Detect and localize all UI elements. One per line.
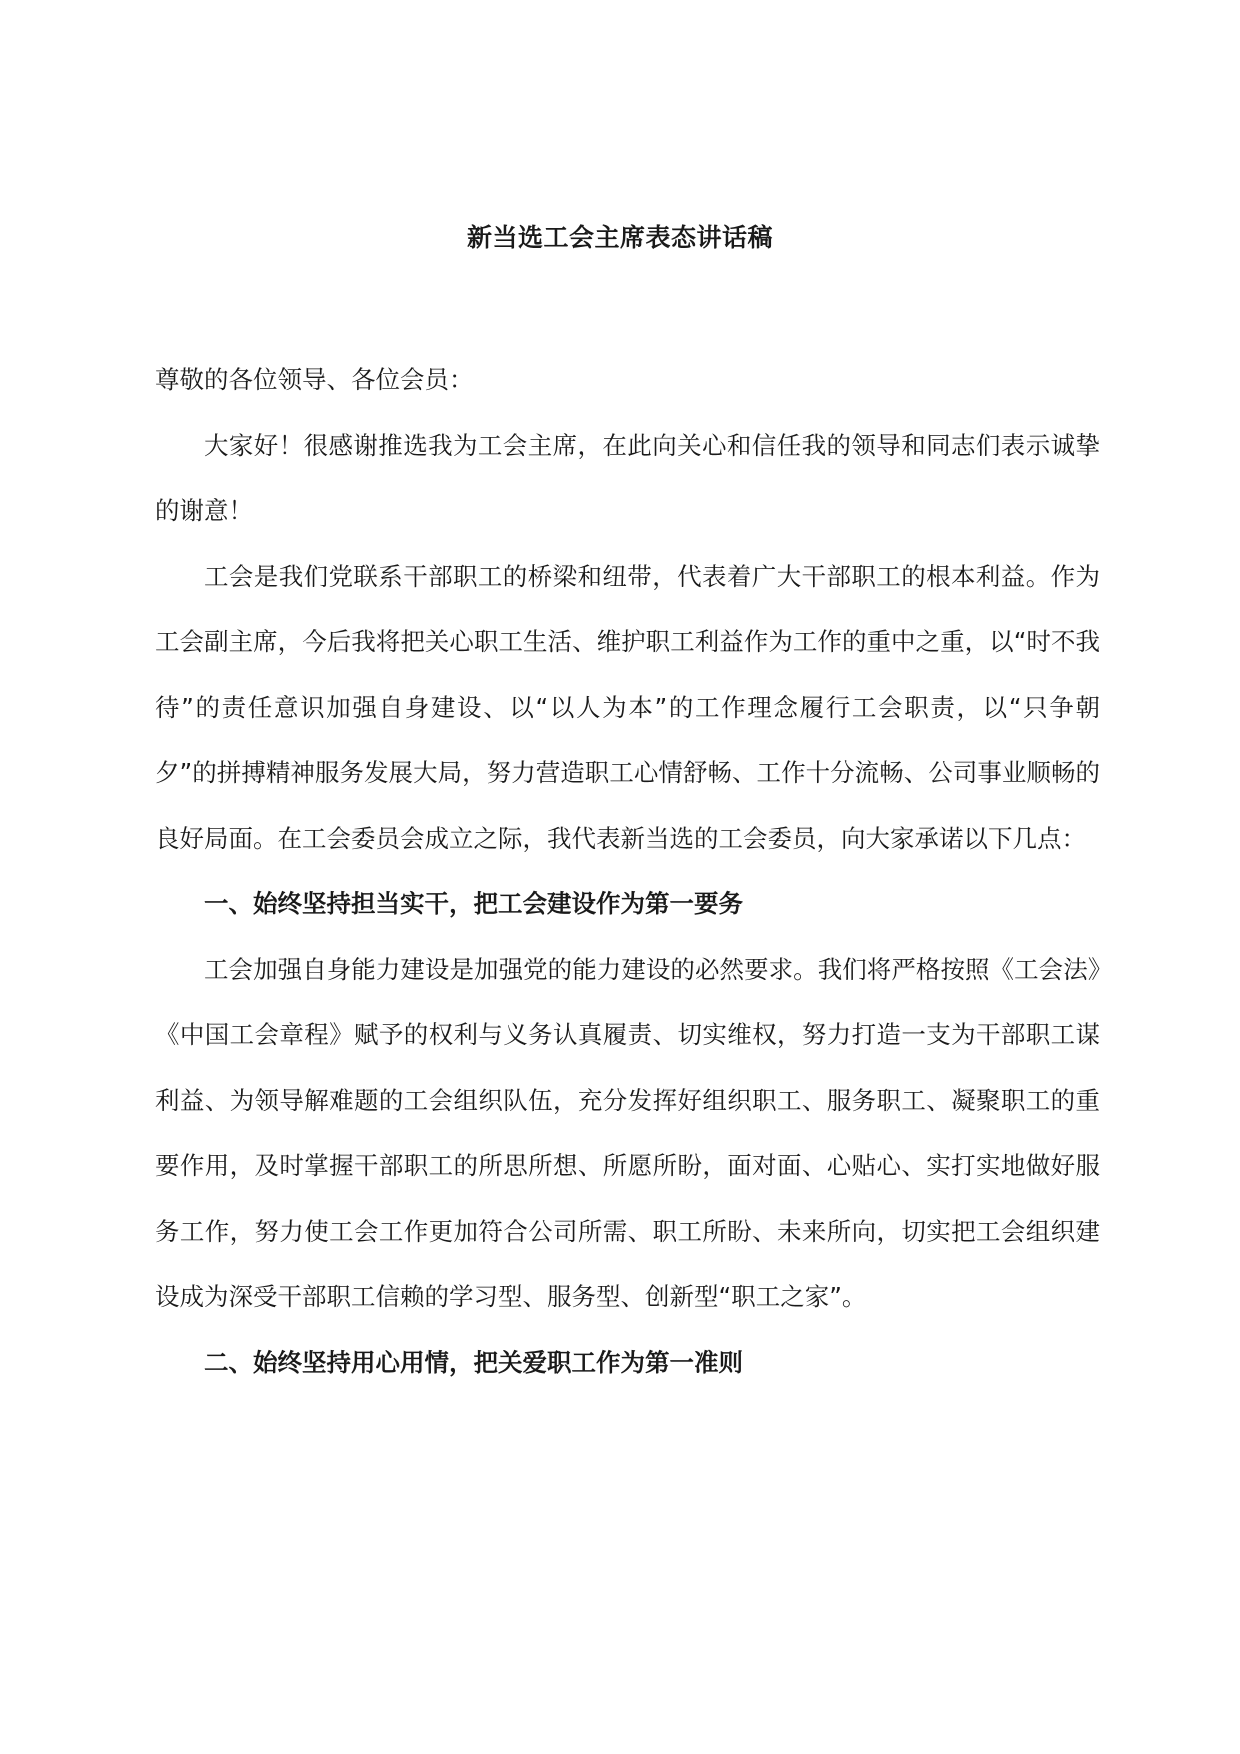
- paragraph-introduction: 工会是我们党联系干部职工的桥梁和纽带，代表着广大干部职工的根本利益。作为工会副主席，今后我将把关心职工生活、维护职工利益作为工作的重中之重，以“时不我待”的责任意识加强自身建设、以“以人为本”的工作理念履行工会职责，以“只争朝夕”的拼搏精神服务发展大局，努力营造职工心情舒畅、工作十分流畅、公司事业顺畅的良好局面。在工会委员会成立之际，我代表新当选的工会委员，向大家承诺以下几点：: [155, 561, 1100, 853]
- paragraph-greeting: 大家好！很感谢推选我为工会主席，在此向关心和信任我的领导和同志们表示诚挚的谢意！: [155, 430, 1100, 525]
- section-heading-2: 二、始终坚持用心用情，把关爱职工作为第一准则: [204, 1347, 743, 1377]
- section-heading-1: 一、始终坚持担当实干，把工会建设作为第一要务: [204, 889, 743, 918]
- salutation: 尊敬的各位领导、各位会员：: [155, 365, 474, 394]
- section-body-1: 工会加强自身能力建设是加强党的能力建设的必然要求。我们将严格按照《工会法》《中国工会章程》赋予的权利与义务认真履责、切实维权，努力打造一支为干部职工谋利益、为领导解难题的工会组织队伍，充分发挥好组织职工、服务职工、凝聚职工的重要作用，及时掌握干部职工的所思所想、所愿所盼，面对面、心贴心、实打实地做好服务工作，努力使工会工作更加符合公司所需、职工所盼、未来所向，切实把工会组织建设成为深受干部职工信赖的学习型、服务型、创新型“职工之家”。: [155, 954, 1100, 1311]
- document-title: 新当选工会主席表态讲话稿: [466, 223, 773, 252]
- document-body: [155, 347, 1100, 1395]
